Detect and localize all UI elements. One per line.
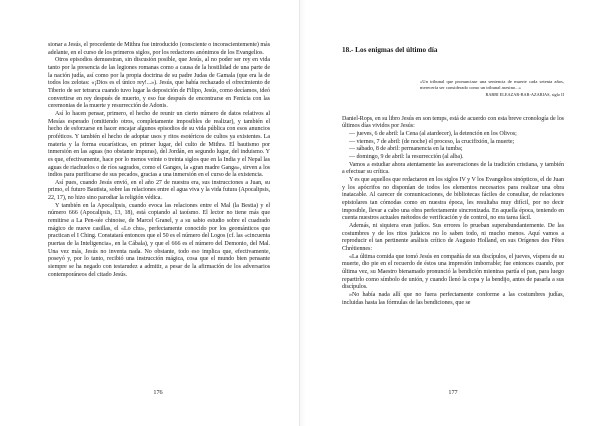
- right-paragraph: — domingo, 9 de abril: la resurrección (al alba).: [349, 154, 464, 161]
- gutter-shade: [300, 0, 306, 426]
- left-text-column: [48, 42, 270, 279]
- right-page-number: 177: [448, 389, 458, 396]
- left-paragraph: Y también en la Apocalipsis, cuando evoca las relaciones entre el Mal (la Bestia) y el número 666 (Apocalipsis, 13, 18), está copiando al taoísmo. El lector no tiene más que remitirse a La Pen-sée chinoise, de Marcel Granel, y a su sabio estudio sobre el cuadrado mágico de nueve casillas, el «Lo chu», perfectamente conocido por los geománticos que practican el I Ching. Constatará entonces que el 50 es el número del Logos (cf. las «cincuenta puertas de la Inteligencia», en la Cábala), y que el 666 es el número del Demonio, del Mal. Una vez más, Jesús no inventa nada. No obstante, todo eso implica que, efectivamente, poseyó y, por lo tanto, recibió una instrucción mágica, cosa que el mundo bien pensante siempre se ha negado con testarudez a admitir, a pesar de la afirmación de los adversarios contemporáneos del citado Jesús.: [48, 202, 270, 278]
- epigraph-quote: «Un tribunal que pronunciase una sentencia de muerte cada setenta años, merecería ser considerado como un tribunal asesino...»: [420, 79, 564, 90]
- left-paragraph: Así lo hacen pensar, primero, el hecho de reunir un cierto número de datos relativos al Mesías esperado (omitiendo otros, completamente imposibles de realizar), y también el hecho de esforzarse en hacer encajar algunos episodios de su vida pública con esos anuncios proféticos. Y también el hecho de adoptar usos y ritos esotéricos de cultos ya existentes. La materia y la forma eucarísticas, en primer lugar, del culto de Mithra. El bautismo por inmersión en las aguas (no obstante impuras), del Jordán, en segundo lugar, del induismo. Y es que, efectivamente, hace por lo menos veinte o treinta siglos que en la India y el Nepal las aguas de riachuelos o de ríos sagrados, como el Ganges, la «gran madre Ganga», sirven a los indios para purificarse de sus pecados, gracias a una inmersión en el curso de la existencia.: [48, 110, 270, 179]
- left-page-number: 176: [153, 389, 163, 396]
- left-paragraph: Así pues, cuando Jesús envió, en el año 27 de nuestra era, sus instrucciones a Juan, su primo, el futuro Bautista, sobre las relaciones entre el agua viva y la vida futura (Apocalipsis, 22, 17), no hizo sino parodiar la religión védica.: [48, 179, 270, 202]
- right-paragraph: Daniel-Rops, en su libro Jesús en son temps, está de acuerdo con esta breve cronología de los últimos días vividos por Jesús:: [342, 115, 564, 130]
- chapter-title: 18.- Los enigmas del último día: [342, 46, 438, 54]
- left-paragraph: Otros episodios demuestran, sin discusión posible, que Jesús, al no poder ser rey en vida tanto por la presencia de las legiones romanas como a causa de la hostilidad de una parte de la nación judía, así como por la propia doctrina de su padre Judas de Gamala (que era la de todos los zelotas: «¡Dios es el único rey!...»). Jesús, que había rechazado el ofrecimiento de Tiberio de ser tetrarca cuando tuvo lugar la deposición de Filipo, Jesús, como decíamos, ideó convertirse en rey después de muerto, y eso fue después de encontrarse en Fenicia con las ceremonias de la muerte y resurrección de Adonis.: [48, 57, 270, 110]
- right-paragraph: »No había nada allí que no fuera perfectamente conforme a las costumbres judías, incluidas hasta las fórmulas de las bendiciones, que se: [342, 291, 564, 306]
- right-text-column: [342, 42, 564, 307]
- right-paragraph: Vamos a estudiar ahora atentamente las aseveraciones de la tradición cristiana, y también a efectuar su crítica.: [342, 161, 564, 176]
- right-paragraph: — viernes, 7 de abril: (de noche) el proceso, la crucifixión, la muerte;: [349, 138, 515, 145]
- left-paragraph: sionar a Jesús, el procedente de Mithra fue introducido (consciente o inconscientemente) más adelante, en el curso de los primeros siglos, por los redactores anónimos de los Evangelios.: [48, 42, 270, 56]
- right-page: [300, 0, 600, 426]
- right-paragraph: — sábado, 8 de abril: permanencia en la tumba;: [349, 146, 463, 153]
- epigraph-source: RABBI ELEAZAR-BAR-AZARIAS, siglo II: [485, 92, 564, 98]
- right-paragraph: — jueves, 6 de abril: la Cena (al atardecer), la detención en los Olivos;: [349, 131, 517, 138]
- right-paragraph: «La última comida que tomó Jesús en compañía de sus discípulos, el jueves, víspera de su muerte, dio pie en el recuerdo de éstos una impresión imborrable; fue entonces cuando, por última vez, su Maestro bienamado pronunció la bendición mientras partía el pan, para luego repartirlo como símbolo de unión, y cuando llenó la copa y la bendijo, antes de pasarla a sus discípulos.: [342, 253, 564, 291]
- right-paragraph: Y es que aquellos que redactaron en los siglos IV y V los Evangelios sinópticos, el de Juan y los apócrifos no disponían de todos los elementos necesarios para realizar una obra inatacable. Al carecer de comunicaciones, de bibliotecas fáciles de consultar, de relaciones epistolares tan cómodas como en nuestra época, les resultaba muy difícil, por no decir imposible, llevar a cabo una obra perfectamente sincronizada. En aquella época, teniendo en cuenta nuestros actuales métodos de verificación y de control, no era tarea fácil.: [342, 177, 564, 222]
- right-paragraph: Además, ni siquiera eran judíos. Sus errores lo prueban superabundantemente. De las costumbres y de los ritos judaicos no lo saben todo, ni mucho menos. Aquí vamos a reproducir el tan pertinente análisis crítico de Augusto Holland, en sus Orígenes des Fêtes Chrétiennes:: [342, 222, 564, 252]
